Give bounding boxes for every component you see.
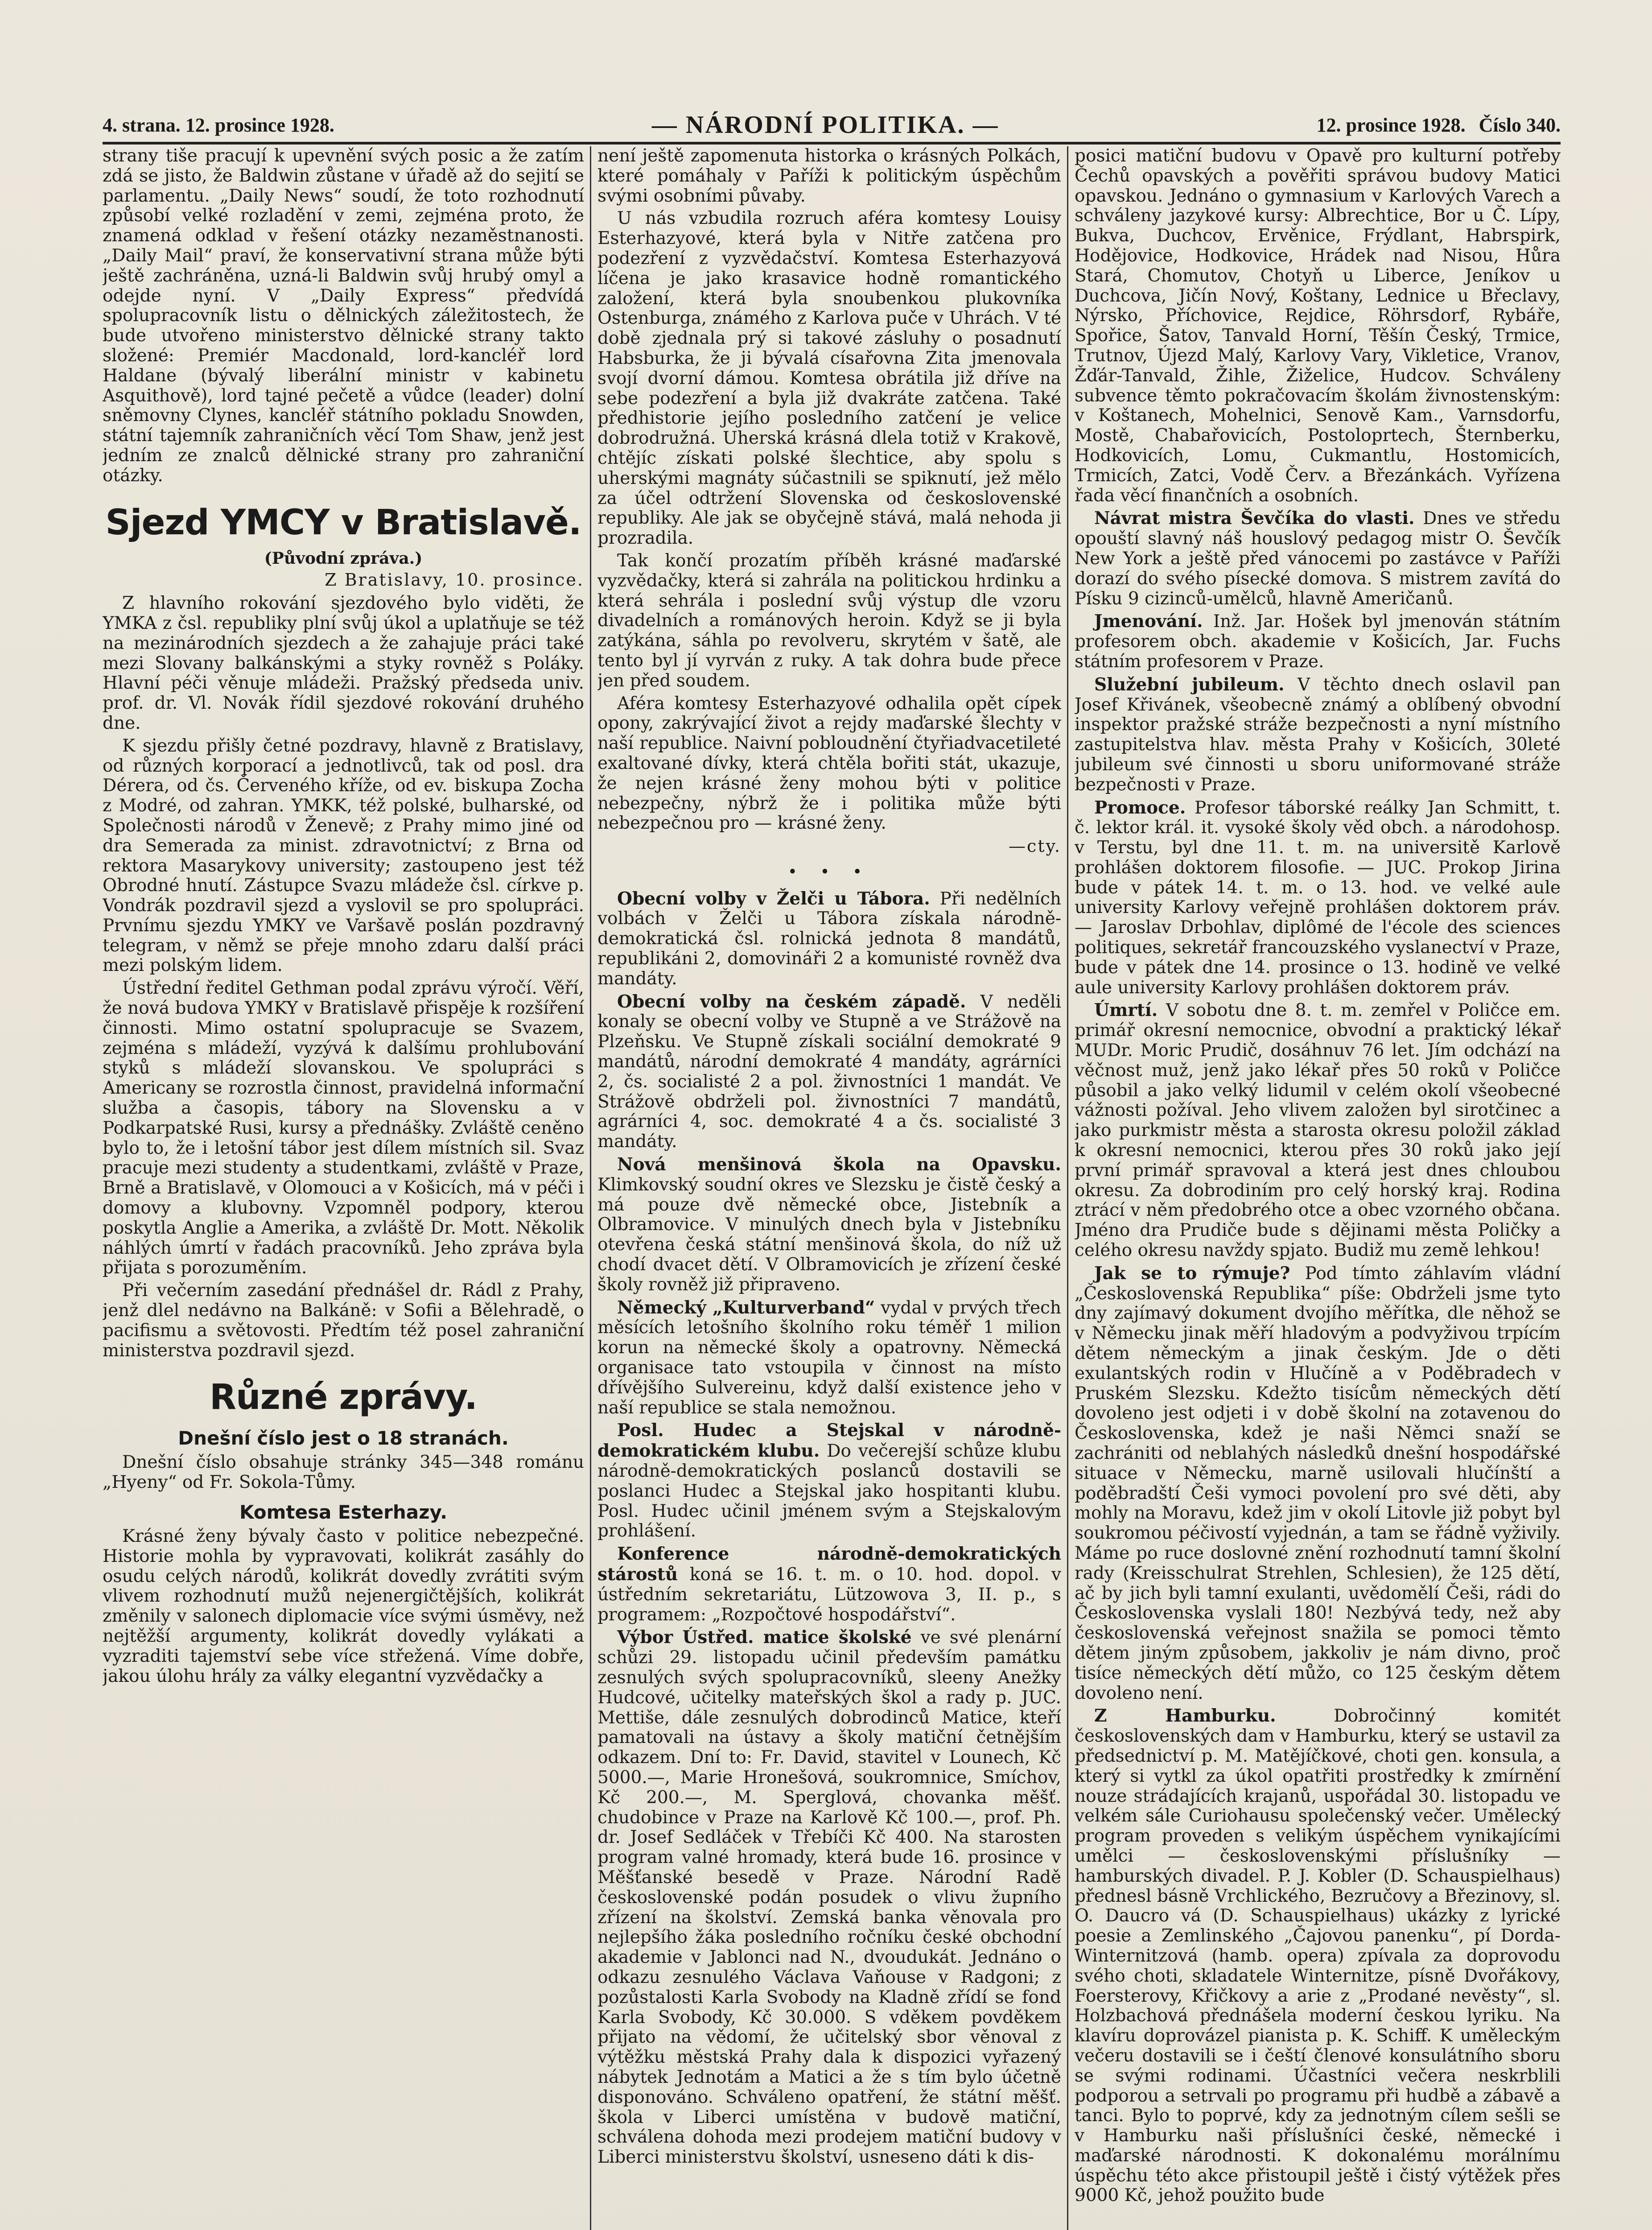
headline-ruzne: Různé zprávy. [209,1377,478,1418]
news-heading: Jak se to rýmuje? [1094,1263,1290,1284]
news-text: V neděli konaly se obecní volby ve Stupně a ve Strážově na Plzeňsku. Ve Stupně získali sociální demokraté 9 mandátů, národní demokraté 4 mandáty, agrárníci 2, čs. socialisté 2 a pol. živnostníci 1 mandát. Ve Strážově obdrželi pol. živnostníci 7 mandátů, agrárníci 4, soc. demokraté 4 a čs. socialisté 3 mandáty. [597,991,1061,1152]
column-2 [597,146,1061,2230]
news-text: ve své plenární schůzi 29. listopadu učinil především památku zesnulých svých spolupracovníků, sleeny Anežky Hudcové, učitelky mateřských škol a rady p. JUC. Mettiše, dále zesnulých dobrodinců Matice, kteří pamatovali na ústavy a školy matiční četnějším odkazem. Dní to: Fr. David, stavitel v Lounech, Kč 5000.—, Marie Hronešová, soukromnice, Smíchov, Kč 200.—, M. Sperglová, chovanka měšť. chudobince v Praze na Karlově Kč 100.—, prof. Ph. dr. Josef Sedláček v Třebíči Kč 400. Na starosten program valné hromady, která bude 16. prosince v Měšťanské besedě v Praze. Národní Radě československé podán posudek o vlivu župního zřízení na školství. Zemská banka věnovala pro nejlepšího žáka posledního ročníku české obchodní akademie v Jablonci nad N., dvoudukát. Jednáno o odkazu zesnulého Václava Vaňouse v Radgoni; z pozůstalosti Karla Svobody na Kladně zřídí se fond Karla Svobody, Kč 30.000. S vděkem povděkem přijato na vědomí, že učitelský sbor věnoval z výtěžku městská Prahy dala k dispozici vyřazený nábytek Jednotám a Matici a že s tím bylo účetně disponováno. Schváleno opatření, že státní měšť. škola v Liberci umístěna v budově matiční, schválena dohoda mezi prodejem matiční budovy v Liberci ministerstvu školství, usneseno dáti k dis- [597,1627,1061,2168]
news-heading: Posl. Hudec a Stejskal v národně-demokratickém klubu. [597,1420,1061,1462]
news-text: V sobotu dne 8. t. m. zemřel v Poličce em. primář okresní nemocnice, obvodní a praktický lékař MUDr. Moric Prudič, dosáhnuv 76 let. Jím odchází na věčnost muž, jenž jako lékař přes 50 roků v Poličce působil a jako velký lidumil v celém okolí všeobecné vážnosti požíval. Jeho vlivem založen byl sirotčinec a jako purkmistr města a starosta okresu položil základ k okresní nemocnici, kterou přes 30 roků jako její první primář spravoval a která jest dnes chloubou okresu. Za dobrodiním pro celý horský kraj. Rodina ztrácí v něm předobrého otce a obec vzorného občana. Jméno dra Prudiče bude s dějinami města Poličky a celého okresu navždy spjato. Budiž mu země lehkou! [1075,1000,1561,1261]
news-heading: Nová menšinová škola na Opavsku. [617,1154,1061,1175]
subheadline-dnesni: Dnešní číslo jest o 18 stranách. [178,1427,509,1450]
news-text: Dobročinný komitét československých dam v Hamburku, který se ustavil za předsednictví p. M. Matějíčkové, choti gen. konsula, a který si vytkl za úkol opatřiti prostředky k zmírnění nouze strádajících krajanů, uspořádal 30. listopadu ve velkém sále Curiohausu společenský večer. Umělecký program proveden s velikým úspěchem vynikajícími umělci — československými příslušníky — hamburských divadel. P. J. Kobler (D. Schauspielhaus) přednesl básně Vrchlického, Bezručovy a Březinovy, sl. O. Daucro vá (D. Schauspielhaus) ukázky z lyrické poesie a Zemlinského „Čajovou panenku“, pí Dorda-Winternitzová (hamb. opera) zpívala za doprovodu svého choti, skladatele Winternitze, písně Dvořákovy, Foersterovy, Křičkovy a arie z „Prodané nevěsty“, sl. Holzbachová přednášela moderní českou lyriku. Na klavíru doprovázel pianista p. K. Schiff. K uměleckým večeru dostavili se i čeští členové konsulátního sboru se svými rodinami. Účastníci večera neskrblili podporou a setrvali po programu při hudbě a zábavě a tanci. Bylo to poprvé, kdy za jednotným cílem sešli se v Hamburku naši příslušníci české, německé i maďarské národnosti. K dokonalému morálnímu úspěchu této akce přistoupil ještě i čistý výtěžek přes 9000 Kč, jehož použito bude [1075,1706,1561,2206]
news-text: Dnes ve středu opouští slavný náš houslový pedagog mistr O. Ševčík New York a ještě před vánocemi po zastávce v Paříži dorazí do svého písecké domova. S mistrem zavítá do Písku 9 cizinců-umělců, hlavně Američanů. [1075,508,1561,609]
news-heading: Z Hamburku. [1094,1706,1276,1726]
headline-ymca: Sjezd YMCY v Bratislavě. [105,502,581,543]
news-heading: Služební jubileum. [1094,674,1285,695]
article-paragraph: K sjezdu přišly četné pozdravy, hlavně z Bratislavy, od různých korporací a jednotlivců, tak od posl. dra Dérera, od čs. Červeného kříže, od ev. biskupa Zocha z Modré, od zahran. YMKK, též polské, bulharské, od Společnosti národů v Ženevě; z Prahy mimo jiné od dra Semerada za minist. zdravotnictví; z Brna od rektora Masarykovy university; zastoupeno jest též Obrodné hnutí. Zástupce Svazu mládeže čsl. církve p. Vondrák pozdravil sjezd a vyslovil se pro spolupráci. Prvnímu sjezdu YMKY ve Varšavě poslán pozdravný telegram, v němž se přeje mnoho zdaru další práci mezi polským lidem. [103,735,584,976]
news-heading: Obecní volby na českém západě. [617,991,966,1012]
article-paragraph: strany tiše pracují k upevnění svých posic a že zatím zdá se jisto, že Baldwin zůstane v úřadě až do sejití se parlamentu. „Daily News“ soudí, že toto rozhodnutí způsobí velké rozladění v zemi, zejména proto, že znamená odklad v řešení otázky nezaměstnanosti. „Daily Mail“ praví, že konservativní strana může býti ještě zachráněna, uzná-li Baldwin svůj hrubý omyl a odejde nyní. V „Daily Express“ předvídá spolupracovník listu o dělnických záležitostech, že bude utvořeno ministerstvo dělnické strany takto složené: Premiér Macdonald, lord-kancléř lord Haldane (bývalý liberální ministr v kabinetu Asquithově), lord tajné pečetě a vůdce (leader) dolní sněmovny Clynes, kancléř státního pokladu Snowden, státní tajemník zahraničních věcí Tom Shaw, jenž jest jedním ze znalců dělnické strany pro zahraniční otázky. [103,146,584,486]
article-paragraph: Při večerním zasedání přednášel dr. Rádl z Prahy, jenž dlel nedávno na Balkáně: v Sofii a Bělehradě, o pacifismu a světovosti. Předtím též posel zahraniční ministerstva pozdravil sjezd. [103,1280,584,1361]
column-divider [590,146,591,2230]
issue-number: Číslo 340. [1479,114,1561,136]
news-text: Při nedělních volbách v Želči u Tábora získala národně-demokratická čsl. rolnická jednota 8 mandátů, republikáni 2, domovináři 2 a komunisté rovněž dva mandáty. [597,888,1061,989]
news-text: V těchto dnech oslavil pan Josef Křivánek, všeobecně známý a oblíbený obvodní inspektor pražské stráže bezpečnosti a nyní místního zastupitelstva hlav. města Prahy v Košicích, 30leté jubileum své činnosti u sboru uniformované stráže bezpečnosti v Praze. [1075,674,1561,795]
article-paragraph: není ještě zapomenuta historka o krásných Polkách, které pomáhaly v Paříži k politickým úspěchům svými osobními půvaby. [597,146,1061,206]
news-heading: Konference národně-demokratických stárostů [597,1544,1061,1585]
subheadline-komtesa: Komtesa Esterhazy. [239,1501,448,1524]
column-1 [103,146,584,2230]
news-heading: Úmrtí. [1094,1000,1158,1021]
dateline: Z Bratislavy, 10. prosince. [325,570,584,590]
news-heading: Promoce. [1094,797,1186,818]
news-heading: Návrat mistra Ševčíka do vlasti. [1094,508,1415,529]
news-text: Pod tímto záhlavím vládní „Československá Republika“ píše: Obdrželi jsme tyto dny zajímavý dokument dvojího měřítka, dle něhož se v Německu jinak měří hladovým a podvyživou trpícím dětem německým a jinak českým. Jde o děti exulantských rodin v Hlučíně a v Poděbradech v Pruském Slezsku. Kdežto tisícům německých dětí dovoleno jest odjeti i v době školní na zotavenou do Československa, kdež je naši Němci snaží se zachrániti od neblahých následků dnešní hospodářské situace v Německu, marně usilovali hlučínští a poděbradští Češi vymoci povolení pro své děti, aby mohly na Moravu, kdež jim v okolí Litovle již pobyt byl soukromou péčivostí vyjednán, a tam se řádně vyživily. Máme po ruce doslovné znění rozhodnutí tamní školní rady (Kreisschulrat Strehlen, Schlesien), že 125 dětí, ač by jich byli tamní exulanti, uvědomělí Češi, rádi do Československa vyslali 180! Nezbývá tedy, než aby československá veřejnost snažila se pomoci těmto dětem jiným způsobem, jakkoliv je nám divno, proč tisíce německých dětí můžo, co 125 českým dětem dovoleno není. [1075,1263,1561,1703]
news-text: Do večerejší schůze klubu národně-demokratických poslanců dostavili se poslanci Hudec a Stejskal jako hospitanti klubu. Posl. Hudec učinil jménem svým a Stejskalovým prohlášení. [597,1441,1061,1541]
column-divider [1067,146,1068,2230]
news-heading: Výbor Ústřed. matice školské [617,1627,912,1648]
news-text: vydal v prvých třech měsících letošního školního roku téměř 1 milion korun na německé školy a opatrovny. Německá organisace tato vstoupila v činnost na místo dřívějšího Sulvereinu, když další existence jeho v naší republice se stala nemožnou. [597,1297,1061,1418]
section-separator: • • • [787,863,871,881]
article-paragraph: Aféra komtesy Esterhazyové odhalila opět cípek opony, zakrývající život a rejdy maďarské šlechty v naší republice. Naivní pobloudnění čtyřiadvacetileté exaltované dívky, která chtěla bořiti stát, ukazuje, že nejen krásné ženy mohou býti v politice nebezpečny, nýbrž že i politika může býti nebezpečnou pro — krásné ženy. [597,693,1061,834]
article-paragraph: U nás vzbudila rozruch aféra komtesy Louisy Esterhazyové, která byla v Nitře zatčena pro podezření z vyzvědačství. Komtesa Esterhazyová líčena je jako krasavice hodně romantického založení, která byla snoubenkou plukovníka Ostenburga, známého z Karlova puče v Uhrách. V té době zjednala prý si takové zásluhy o posadnutí Habsburka, že ji bývalá císařovna Zita jmenovala svojí dvorní dámou. Komtesa obrátila již dříve na sebe podezření a byla již dvakráte zatčena. Také předhistorie jejího posledního zatčení je velice dobrodružná. Uherská krásná dlela totiž v Krakově, chtějíc získati polské šlechtice, aby spolu s uherskými magnáty súčastnili se spiknutí, jež mělo za účel odtržení Slovenska od československé republiky. Ale jak se obyčejně stává, malá nehoda ji prozradila. [597,208,1061,549]
news-text: Profesor táborské reálky Jan Schmitt, t. č. lektor král. it. vysoké školy věd obch. a národohosp. v Terstu, byl dne 11. t. m. na universitě Karlově prohlášen doktorem filosofie. — JUC. Prokop Jirina bude v pátek 14. t. m. o 13. hod. ve velké aule university Karlovy veřejně prohlášen doktorem práv. — Jaroslav Drbohlav, diplômé de l'école des sciences politiques, sekretář francouzského vyslanectví v Praze, bude v pátek dne 14. prosince o 13. hodině ve velké aule university Karlovy prohlášen doktorem práv. [1075,797,1561,998]
article-paragraph: Krásné ženy bývaly často v politice nebezpečné. Historie mohla by vypravovati, kolikrát zasáhly do osudu celých národů, kolikrát dovedly zvrátiti svým vlivem rozhodnutí mužů nejenergičtějších, kolikrát změnily v salonech diplomacie více svými úsměvy, než nejtěžší argumenty, kolikrát dovedly vylákati a vyzraditi tajemství sebe více střežená. Víme dobře, jakou úlohu hrály za války elegantní vyzvědačky a [103,1526,584,1686]
article-paragraph: Tak končí prozatím příběh krásné maďarské vyzvědačky, která si zahrála na politickou hrdinku a která sehrála i poslední svůj výstup dle vzoru divadelních a románových heroin. Když se ji byla zatýkána, sáhla po revolveru, skrytém v šatě, ale tento byl jí vyrván z ruky. A tak dohra bude přece jen před soudem. [597,550,1061,691]
column-3 [1075,146,1561,2230]
news-heading: Obecní volby v Želči u Tábora. [617,888,930,909]
article-paragraph: posici matiční budovu v Opavě pro kulturní potřeby Čechů opavských a pověřiti správou budovy Matici opavskou. Jednáno o gymnasium v Karlových Varech a schváleny jazykové kursy: Albrechtice, Bor u Č. Lípy, Bukva, Duchcov, Ervěnice, Frýdlant, Habrspirk, Hodějovice, Hodkovice, Hrádek nad Nisou, Hůra Stará, Chomutov, Chotyň u Liberce, Jeníkov u Duchcova, Jičín Nový, Koštany, Lednice u Břeclavy, Nýrsko, Příchovice, Rejdice, Röhrsdorf, Rybáře, Spořice, Šatov, Tanvald Horní, Těšín Český, Trmice, Trutnov, Újezd Malý, Karlovy Vary, Vikletice, Vranov, Žďár-Tanvald, Žihle, Žiželice, Hudcov. Schváleny subvence těmto pokračovacím školám živnostenským: v Koštanech, Mohelnici, Senově Kam., Varnsdorfu, Mostě, Chabařovicích, Postoloprtech, Šternberku, Hodkovicích, Lomu, Cukmantlu, Hostomicích, Trmicích, Zatci, Vodě Červ. a Březánkách. Vyřízena řada věcí finančních a osobních. [1075,146,1561,506]
author-signature: —cty. [1008,836,1061,856]
page-info-right [1317,114,1561,136]
article-paragraph: Dnešní číslo obsahuje stránky 345—348 románu „Hyeny“ od Fr. Sokola-Tůmy. [103,1452,584,1493]
news-text: koná se 16. t. m. o 10. hod. dopol. v ústředním sekretariátu, Lützowova 3, II. p., s programem: „Rozpočtové hospodářství“. [597,1564,1061,1625]
news-text: Inž. Jar. Hošek byl jmenován státním profesorem obch. akademie v Košicích, Jar. Fuchs státním profesorem v Praze. [1075,611,1561,672]
subhead-source: (Původní zpráva.) [264,549,423,568]
masthead [103,107,1561,143]
news-heading: Německý „Kulturverband“ [617,1297,875,1318]
masthead-rule [103,142,1561,145]
article-paragraph: Ústřední ředitel Gethman podal zprávu výročí. Věří, že nová budova YMKY v Bratislavě přispěje k rozšíření činnosti. Mimo ostatní spolupracuje se Svazem, zejména s mládeží, vyzývá k dalšímu prohlubování styků s mládeží slovanskou. Ve spolupráci s Americany se rozrostla činnost, pravidelná informační služba a časopis, tábory na Slovensku a v Podkarpatské Rusi, kursy a přednášky. Zvláště ceněno bylo to, že i letošní tábor jest dílem místních sil. Svaz pracuje mezi studenty a studentkami, zvláště v Praze, Brně a Bratislavě, v Olomouci a v Košicích, má v péči i domovy a klubovny. Vzpomněl podpory, kterou poskytla Anglie a Amerika, a zvláště Dr. Mott. Několik náhlých úmrtí v řadách pracovníků. Jeho zpráva byla přijata s porozuměním. [103,978,584,1278]
issue-date: 12. prosince 1928. [1316,114,1466,136]
news-text: Klimkovský soudní okres ve Slezsku je čistě český a má pouze dvě německé obce, Jistebník a Olbramovice. V minulých dnech byla v Jistebníku otevřena česká státní menšinová škola, do níž už chodí dvacet dětí. V Olbramovicích je zřízení české školy rovněž již připraveno. [597,1174,1061,1295]
page-info-left: 4. strana. 12. prosince 1928. [103,114,334,136]
article-paragraph: Z hlavního rokování sjezdového bylo viděti, že YMKA z čsl. republiky plní svůj úkol a uplatňuje se též na mezinárodních sjezdech a že zahajuje práci také mezi Slovany balkánskými a styky rovněž s Poláky. Hlavní péči věnuje mládeži. Pražský předseda univ. prof. dr. Vl. Novák řídil sjezdové rokování druhého dne. [103,593,584,733]
news-heading: Jmenování. [1094,611,1203,632]
newspaper-title: — NÁRODNÍ POLITIKA. — [651,111,999,139]
